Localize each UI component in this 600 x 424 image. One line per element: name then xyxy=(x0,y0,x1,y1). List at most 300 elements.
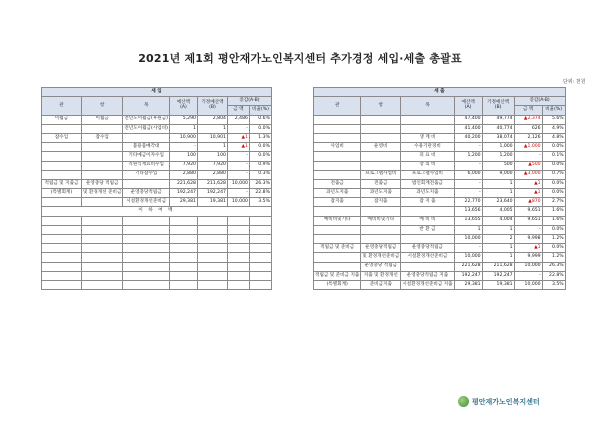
table-row xyxy=(314,216,566,225)
cell-diff-amount: 10,000 xyxy=(514,280,542,289)
cell-budget: 7,920 xyxy=(169,161,197,170)
cell-diff-amount: ▲2,374 xyxy=(514,115,542,124)
cell-gwan xyxy=(314,124,361,133)
section-header-row xyxy=(42,88,272,97)
header-budget-sub: (A) xyxy=(180,104,187,110)
cell-budget: 2,880 xyxy=(169,170,197,179)
cell-prior: 2,804 xyxy=(197,115,227,124)
header-diff: 증감(A-B) xyxy=(514,97,565,106)
header-prior-sub: (B) xyxy=(494,104,502,110)
cell-hang xyxy=(82,152,123,161)
table-row xyxy=(42,198,272,207)
table-row xyxy=(314,152,566,161)
empty-cell xyxy=(197,244,227,253)
table-row xyxy=(314,253,566,262)
cell-gwan: 적립금 및 준비금 xyxy=(314,244,361,253)
empty-cell xyxy=(169,271,197,280)
cell-mok xyxy=(401,207,454,216)
page-title: 2021년 제1회 평안재가노인복지센터 추가경정 세입·세출 총괄표 xyxy=(138,52,462,65)
table-row xyxy=(314,198,566,207)
empty-row xyxy=(42,225,272,234)
blank-note-row xyxy=(42,207,272,216)
cell-mok: 법인회계전출금 xyxy=(401,179,454,188)
cell-diff-ratio: 26.3% xyxy=(542,262,565,271)
cell-prior: 500 xyxy=(482,161,514,170)
cell-diff-amount: ▲500 xyxy=(514,161,542,170)
cell-diff-ratio: 0.0% xyxy=(249,124,271,133)
cell-gwan xyxy=(314,115,361,124)
header-mok: 목 xyxy=(401,97,454,115)
cell-prior: 1 xyxy=(482,225,514,234)
cell-hang: 및 환경개선 준비금 xyxy=(82,189,123,198)
cell-gwan xyxy=(42,124,82,133)
expense-table xyxy=(313,87,566,290)
empty-row xyxy=(42,253,272,262)
cell-diff-ratio: 0.0% xyxy=(542,161,565,170)
cell-gwan: 잡수입 xyxy=(42,133,82,142)
cell-diff-ratio: 1.6% xyxy=(542,216,565,225)
empty-row xyxy=(42,235,272,244)
cell-prior: 1,200 xyxy=(482,152,514,161)
table-row xyxy=(42,143,272,152)
section-header-row xyxy=(314,88,566,97)
cell-gwan xyxy=(42,161,82,170)
revenue-table xyxy=(41,87,272,290)
header-budget xyxy=(169,97,197,115)
cell-mok: 시설환경개선준비금 지출 xyxy=(401,280,454,289)
cell-diff-ratio: 0.0% xyxy=(249,152,271,161)
cell-budget: - xyxy=(454,161,482,170)
header-budget-label: 예산액 xyxy=(461,100,475,106)
column-header-row xyxy=(42,97,272,106)
cell-diff-ratio: 0.9% xyxy=(249,161,271,170)
cell-diff-ratio: 0.0% xyxy=(542,244,565,253)
cell-diff-amount: ▲1 xyxy=(514,189,542,198)
cell-gwan xyxy=(314,152,361,161)
cell-gwan xyxy=(314,253,361,262)
table-row xyxy=(314,189,566,198)
unit-label: 단위: 천원 xyxy=(563,79,586,85)
cell-mok: 전년도이월금(후원금) xyxy=(123,115,170,124)
cell-gwan xyxy=(42,198,82,207)
cell-diff-ratio: 22.8% xyxy=(542,271,565,280)
cell-mok: 반 환 금 xyxy=(401,225,454,234)
cell-mok: 생 계 비 xyxy=(401,133,454,142)
cell-hang: 운영충당 적립금 xyxy=(82,179,123,188)
empty-cell xyxy=(169,253,197,262)
header-ratio: 비율(%) xyxy=(249,106,271,115)
empty-cell xyxy=(123,225,170,234)
cell-gwan: (특별회계) xyxy=(42,189,82,198)
cell-gwan xyxy=(42,143,82,152)
cell-mok: 운영충당적립금 xyxy=(401,244,454,253)
cell-gwan: 전출금 xyxy=(314,179,361,188)
cell-prior: 1 xyxy=(482,179,514,188)
cell-diff-amount: 9,651 xyxy=(514,207,542,216)
cell-hang xyxy=(361,133,401,142)
cell-mok xyxy=(401,262,454,271)
cell-diff-ratio: 1.2% xyxy=(542,253,565,262)
cell-prior: 40,774 xyxy=(482,124,514,133)
cell-diff-amount: - xyxy=(227,161,249,170)
cell-diff-amount: ▲1 xyxy=(514,179,542,188)
cell-diff-ratio: 0.3% xyxy=(249,170,271,179)
cell-prior: 1,000 xyxy=(482,143,514,152)
cell-prior: 1 xyxy=(482,253,514,262)
table-row xyxy=(42,152,272,161)
cell-gwan xyxy=(314,133,361,142)
cell-mok: 과년도지출 xyxy=(401,189,454,198)
header-prior xyxy=(482,97,514,115)
empty-cell xyxy=(123,262,170,271)
cell-hang: 잡수입 xyxy=(82,133,123,142)
cell-prior: 19,381 xyxy=(197,198,227,207)
cell-budget: 100 xyxy=(169,152,197,161)
table-row xyxy=(314,225,566,234)
cell-diff-ratio: 3.5% xyxy=(542,280,565,289)
cell-hang: 전출금 xyxy=(361,179,401,188)
empty-cell xyxy=(249,225,271,234)
table-row xyxy=(314,115,566,124)
cell-diff-amount: 10,000 xyxy=(227,179,249,188)
section-title: 세 입 xyxy=(42,88,272,97)
empty-cell xyxy=(42,225,82,234)
cell-hang xyxy=(82,143,123,152)
cell-prior: 38,074 xyxy=(482,133,514,142)
cell-budget: 13,656 xyxy=(454,207,482,216)
cell-budget: 29,381 xyxy=(454,280,482,289)
cell-prior: 4,004 xyxy=(482,216,514,225)
header-hang: 항 xyxy=(82,97,123,115)
empty-cell xyxy=(249,280,271,289)
header-amount: 금 액 xyxy=(227,106,249,115)
cell-budget: 192,247 xyxy=(454,271,482,280)
cell-hang: 예비비및기타 xyxy=(361,216,401,225)
cell-hang: 잡지출 xyxy=(361,198,401,207)
empty-cell xyxy=(82,262,123,271)
empty-cell xyxy=(197,216,227,225)
empty-row xyxy=(42,262,272,271)
header-gwan: 관 xyxy=(42,97,82,115)
cell-hang xyxy=(82,161,123,170)
cell-mok: 시설환경개선준비금 xyxy=(123,198,170,207)
cell-budget: 221,628 xyxy=(454,262,482,271)
cell-diff-ratio: 0.1% xyxy=(542,152,565,161)
empty-cell xyxy=(249,216,271,225)
cell-diff-ratio: 5.6% xyxy=(542,115,565,124)
cell-mok: 기타잡수입 xyxy=(123,170,170,179)
empty-cell xyxy=(197,262,227,271)
cell-diff-amount: 10,000 xyxy=(514,262,542,271)
cell-diff-ratio: 22.8% xyxy=(249,189,271,198)
empty-cell xyxy=(42,253,82,262)
header-budget-label: 예산액 xyxy=(176,100,191,106)
cell-budget: 1 xyxy=(454,225,482,234)
cell-diff-ratio: 0.0% xyxy=(249,143,271,152)
cell-diff-ratio: 1.6% xyxy=(542,207,565,216)
empty-cell xyxy=(227,271,249,280)
cell-diff-ratio: 0.0% xyxy=(542,225,565,234)
cell-hang: 운영충당 적립금 xyxy=(361,262,401,271)
cell-gwan xyxy=(42,170,82,179)
empty-cell xyxy=(227,216,249,225)
cell-budget: 221,628 xyxy=(169,179,197,188)
cell-hang: 지출 및 환경개선 xyxy=(361,271,401,280)
cell-mok: 불용품매각대 xyxy=(123,143,170,152)
cell-budget: 6,000 xyxy=(454,170,482,179)
empty-cell xyxy=(169,262,197,271)
empty-cell xyxy=(169,280,197,289)
cell-mok: 프로그램사업비 xyxy=(401,170,454,179)
header-ratio: 비율(%) xyxy=(542,106,565,115)
table-row xyxy=(42,161,272,170)
cell-prior: 1 xyxy=(197,124,227,133)
table-row xyxy=(314,133,566,142)
empty-cell xyxy=(249,271,271,280)
cell-mok: 시설환경개선준비금 xyxy=(401,253,454,262)
empty-cell xyxy=(169,216,197,225)
cell-mok xyxy=(123,133,170,142)
empty-cell xyxy=(249,262,271,271)
cell-budget: - xyxy=(454,189,482,198)
header-prior xyxy=(197,97,227,115)
table-row xyxy=(42,189,272,198)
cell-diff-amount: - xyxy=(227,189,249,198)
header-prior-label: 기정예산액 xyxy=(201,100,224,106)
cell-hang xyxy=(361,225,401,234)
cell-mok: 운영충당적립금 xyxy=(123,189,170,198)
cell-prior: 211,628 xyxy=(482,262,514,271)
cell-diff-amount: ▲1,000 xyxy=(514,143,542,152)
empty-row xyxy=(42,271,272,280)
cell-budget: 13,655 xyxy=(454,216,482,225)
empty-cell xyxy=(42,271,82,280)
header-mok: 목 xyxy=(123,97,170,115)
empty-cell xyxy=(227,280,249,289)
cell-diff-amount: - xyxy=(514,271,542,280)
empty-cell xyxy=(42,216,82,225)
cell-diff-ratio: 0.0% xyxy=(542,179,565,188)
cell-hang: 과년도지출 xyxy=(361,189,401,198)
empty-cell xyxy=(227,253,249,262)
blank-note: 이 하 여 백 xyxy=(42,207,272,216)
cell-gwan xyxy=(42,152,82,161)
empty-cell xyxy=(123,253,170,262)
empty-cell xyxy=(197,235,227,244)
cell-mok xyxy=(401,124,454,133)
cell-hang: 프로그램사업비 xyxy=(361,170,401,179)
cell-mok: 장 의 비 xyxy=(401,161,454,170)
cell-diff-ratio: 1.2% xyxy=(542,235,565,244)
empty-cell xyxy=(123,244,170,253)
cell-mok xyxy=(123,179,170,188)
empty-cell xyxy=(42,262,82,271)
empty-row xyxy=(42,244,272,253)
cell-diff-amount: - xyxy=(514,225,542,234)
cell-hang xyxy=(361,115,401,124)
empty-cell xyxy=(197,280,227,289)
cell-hang xyxy=(82,198,123,207)
cell-diff-amount: - xyxy=(227,152,249,161)
empty-cell xyxy=(249,244,271,253)
header-gwan: 관 xyxy=(314,97,361,115)
cell-mok: 예 비 비 xyxy=(401,216,454,225)
table-row xyxy=(314,179,566,188)
empty-cell xyxy=(82,235,123,244)
cell-gwan: (특별회계) xyxy=(314,280,361,289)
cell-prior: 1 xyxy=(197,143,227,152)
cell-prior: 192,247 xyxy=(482,271,514,280)
cell-gwan: 적립금 및 준비금 지출 xyxy=(314,271,361,280)
header-diff: 증감(A-B) xyxy=(227,97,271,106)
cell-prior: 1 xyxy=(482,244,514,253)
empty-row xyxy=(42,216,272,225)
cell-gwan xyxy=(314,235,361,244)
cell-hang xyxy=(361,124,401,133)
table-row xyxy=(314,161,566,170)
cell-gwan xyxy=(314,161,361,170)
header-prior-label: 기정예산액 xyxy=(487,100,510,106)
cell-prior: 1 xyxy=(482,189,514,198)
empty-cell xyxy=(227,262,249,271)
empty-cell xyxy=(197,253,227,262)
cell-gwan: 사업비 xyxy=(314,143,361,152)
table-row xyxy=(314,124,566,133)
empty-cell xyxy=(123,271,170,280)
cell-budget: 10,000 xyxy=(454,253,482,262)
cell-hang: 준비금지출 xyxy=(361,280,401,289)
cell-gwan: 잡지출 xyxy=(314,198,361,207)
empty-cell xyxy=(82,244,123,253)
cell-gwan xyxy=(314,170,361,179)
empty-cell xyxy=(82,280,123,289)
cell-diff-amount: ▲3,000 xyxy=(514,170,542,179)
cell-hang xyxy=(361,235,401,244)
cell-prior: 2,880 xyxy=(197,170,227,179)
cell-diff-ratio: 4.9% xyxy=(542,124,565,133)
cell-budget: - xyxy=(454,143,482,152)
table-row xyxy=(42,133,272,142)
cell-prior: 100 xyxy=(197,152,227,161)
cell-mok: 잡 지 출 xyxy=(401,198,454,207)
cell-diff-ratio: 2.7% xyxy=(542,198,565,207)
cell-gwan: 과년도지출 xyxy=(314,189,361,198)
empty-cell xyxy=(169,244,197,253)
logo-text: 평안재가노인복지센터 xyxy=(472,397,540,406)
empty-cell xyxy=(197,271,227,280)
cell-diff-ratio: 0.7% xyxy=(542,170,565,179)
cell-diff-ratio: 0.6% xyxy=(249,115,271,124)
cell-hang: 운영충당적립금 xyxy=(361,244,401,253)
cell-hang xyxy=(82,170,123,179)
cell-gwan: 적립금 및 지출금 xyxy=(42,179,82,188)
cell-budget: 29,381 xyxy=(169,198,197,207)
cell-hang: 운영비 xyxy=(361,143,401,152)
empty-cell xyxy=(227,225,249,234)
empty-cell xyxy=(249,235,271,244)
cell-prior: 10,901 xyxy=(197,133,227,142)
cell-prior: 192,247 xyxy=(197,189,227,198)
cell-diff-amount: ▲1 xyxy=(227,143,249,152)
cell-prior: 19,381 xyxy=(482,280,514,289)
column-header-row xyxy=(314,97,566,106)
table-row xyxy=(314,143,566,152)
table-row xyxy=(314,262,566,271)
empty-cell xyxy=(42,235,82,244)
empty-cell xyxy=(123,216,170,225)
table-row xyxy=(314,170,566,179)
header-budget xyxy=(454,97,482,115)
cell-diff-amount: ▲870 xyxy=(514,198,542,207)
cell-budget: 5,290 xyxy=(169,115,197,124)
empty-cell xyxy=(82,253,123,262)
cell-hang xyxy=(361,207,401,216)
cell-hang xyxy=(361,152,401,161)
cell-budget: - xyxy=(169,143,197,152)
cell-diff-ratio: 26.3% xyxy=(249,179,271,188)
cell-gwan: 이월금 xyxy=(42,115,82,124)
empty-cell xyxy=(197,225,227,234)
cell-budget: 22,770 xyxy=(454,198,482,207)
cell-diff-ratio: 0.0% xyxy=(542,189,565,198)
cell-gwan xyxy=(314,225,361,234)
cell-mok xyxy=(401,235,454,244)
cell-diff-ratio: 1.3% xyxy=(249,133,271,142)
cell-diff-amount: ▲1 xyxy=(227,133,249,142)
cell-gwan xyxy=(314,207,361,216)
cell-diff-amount: 2,486 xyxy=(227,115,249,124)
cell-diff-amount: 2,126 xyxy=(514,133,542,142)
header-budget-sub: (A) xyxy=(464,104,472,110)
center-logo xyxy=(458,396,540,407)
cell-diff-amount: 626 xyxy=(514,124,542,133)
cell-diff-amount: ▲1 xyxy=(514,244,542,253)
cell-prior: 49,774 xyxy=(482,115,514,124)
empty-cell xyxy=(123,235,170,244)
cell-budget: - xyxy=(454,244,482,253)
header-prior-sub: (B) xyxy=(209,104,216,110)
cell-hang: 및 환경개선준비금 xyxy=(361,253,401,262)
cell-prior: 23,640 xyxy=(482,198,514,207)
section-title: 세 출 xyxy=(314,88,566,97)
leaf-logo-icon xyxy=(458,396,469,407)
cell-mok: 직원식재료비수입 xyxy=(123,161,170,170)
cell-diff-amount: - xyxy=(227,124,249,133)
empty-cell xyxy=(169,225,197,234)
table-row xyxy=(42,124,272,133)
empty-cell xyxy=(227,235,249,244)
cell-diff-amount: 9,998 xyxy=(514,235,542,244)
cell-budget: 10,900 xyxy=(169,133,197,142)
cell-budget: 10,000 xyxy=(454,235,482,244)
table-row xyxy=(42,179,272,188)
cell-mok: 전년도이월금(사업비) xyxy=(123,124,170,133)
empty-cell xyxy=(82,225,123,234)
cell-diff-ratio: 4.8% xyxy=(542,133,565,142)
cell-budget: 1 xyxy=(169,124,197,133)
cell-hang: 이월금 xyxy=(82,115,123,124)
empty-cell xyxy=(82,216,123,225)
table-row xyxy=(42,115,272,124)
cell-budget: 1,200 xyxy=(454,152,482,161)
cell-prior: 7,920 xyxy=(197,161,227,170)
cell-gwan: 예비비및기타 xyxy=(314,216,361,225)
cell-budget: 192,247 xyxy=(169,189,197,198)
cell-diff-amount: - xyxy=(514,152,542,161)
empty-cell xyxy=(42,280,82,289)
empty-cell xyxy=(169,235,197,244)
cell-prior: 2 xyxy=(482,235,514,244)
